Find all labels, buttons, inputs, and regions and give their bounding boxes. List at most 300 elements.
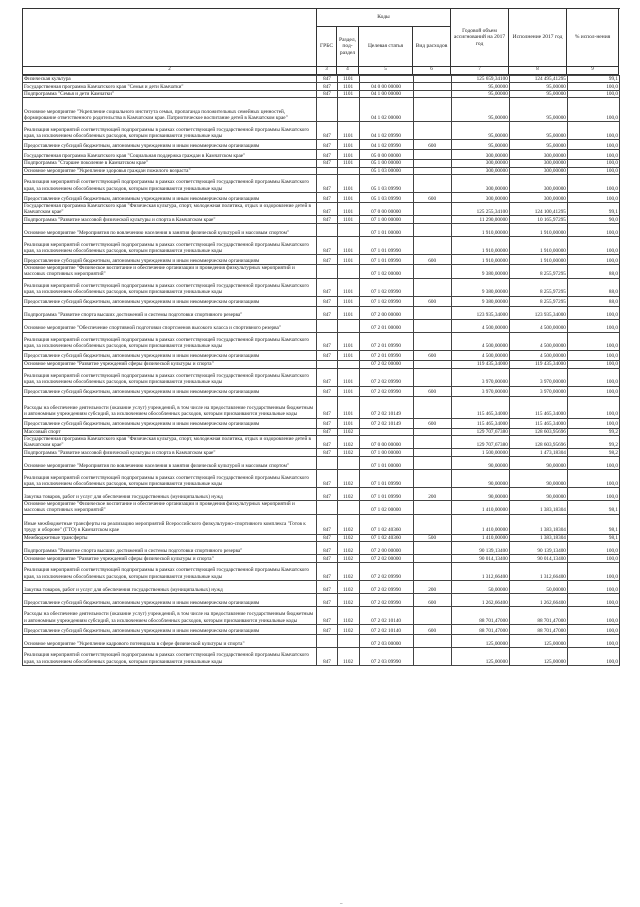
row-expense-type — [413, 174, 451, 192]
row-name: Реализация мероприятий соответствующей подпрограммы в рамках соответствующей государственной программы Камчатского края, за исключением обособленных расходов, которым присваиваются уникальные коды — [23, 647, 317, 665]
row-plan: 129 707,67380 — [451, 435, 509, 448]
row-pct: 100,0 — [567, 488, 619, 501]
row-expense-type: 600 — [413, 140, 451, 150]
row-name: Основное мероприятие "Мероприятия по вовлечению населения в занятия физической культурой и массовым спортом" — [23, 457, 317, 470]
row-expense-type — [413, 76, 451, 83]
row-fact: 119 435,34000 — [509, 360, 567, 368]
row-fact: 1 910,00000 — [509, 237, 567, 255]
row-pct: 100,0 — [567, 174, 619, 192]
row-section: 1102 — [337, 435, 359, 448]
row-section: 1101 — [337, 237, 359, 255]
row-grbs: 847 — [317, 647, 337, 665]
row-grbs: 847 — [317, 83, 337, 91]
row-plan: 95,00000 — [451, 140, 509, 150]
row-grbs: 847 — [317, 554, 337, 562]
row-plan: 123 935,34000 — [451, 306, 509, 319]
table-row — [23, 278, 620, 296]
row-fact: 125,00000 — [509, 634, 567, 647]
row-expense-type: 600 — [413, 418, 451, 428]
row-article: 07 1 02 09990 — [359, 296, 413, 306]
row-section: 1101 — [337, 418, 359, 428]
row-expense-type — [413, 501, 451, 514]
row-article: 07 2 02 00000 — [359, 360, 413, 368]
row-section: 1102 — [337, 647, 359, 665]
row-name: Реализация мероприятий соответствующей подпрограммы в рамках соответствующей государственной программы Камчатского края, за исключением обособленных расходов, которым присваиваются уникальные коды — [23, 174, 317, 192]
row-section: 1102 — [337, 624, 359, 634]
header-number: 7 — [451, 67, 509, 75]
row-section: 1101 — [337, 306, 359, 319]
row-article: 07 0 00 00000 — [359, 435, 413, 448]
table-row — [23, 580, 620, 593]
row-article: 05 1 03 00000 — [359, 167, 413, 174]
row-plan: 115 465,34000 — [451, 418, 509, 428]
row-expense-type — [413, 98, 451, 122]
row-name: Предоставление субсидий бюджетным, автономным учреждениям и иным некоммерческим организациям — [23, 255, 317, 265]
row-article: 07 2 02 10149 — [359, 396, 413, 418]
row-pct: 100,0 — [567, 580, 619, 593]
row-fact: 4 500,00000 — [509, 332, 567, 350]
row-grbs: 847 — [317, 350, 337, 360]
row-expense-type — [413, 368, 451, 386]
row-section: 1101 — [337, 150, 359, 160]
row-pct: 100,0 — [567, 350, 619, 360]
row-plan: 125 659,34100 — [451, 76, 509, 83]
row-pct: 100,0 — [567, 98, 619, 122]
row-grbs: 847 — [317, 150, 337, 160]
table-row — [23, 418, 620, 428]
row-article: 05 0 00 00000 — [359, 150, 413, 160]
table-row — [23, 368, 620, 386]
row-expense-type: 600 — [413, 593, 451, 606]
row-fact: 10 165,97295 — [509, 216, 567, 224]
table-body — [23, 76, 620, 666]
table-row — [23, 350, 620, 360]
row-article: 07 2 03 00000 — [359, 634, 413, 647]
row-article: 07 2 02 00000 — [359, 554, 413, 562]
row-section: 1101 — [337, 140, 359, 150]
row-pct: 100,0 — [567, 167, 619, 174]
row-article: 05 1 03 09990 — [359, 192, 413, 202]
row-plan: 3 970,00000 — [451, 386, 509, 396]
row-pct: 100,0 — [567, 192, 619, 202]
table-row — [23, 501, 620, 514]
row-fact: 95,00000 — [509, 91, 567, 98]
row-name: Государственная программа Камчатского края "Семья и дети Камчатки" — [23, 83, 317, 91]
row-grbs: 847 — [317, 368, 337, 386]
row-pct: 100,0 — [567, 360, 619, 368]
row-section: 1102 — [337, 541, 359, 554]
row-article — [359, 428, 413, 435]
row-name: Основное мероприятие "Физическое воспитание и обеспечение организации и проведения физкультурных мероприятий и массовых спортивных мероприятий" — [23, 265, 317, 278]
row-article: 07 2 00 00000 — [359, 306, 413, 319]
table-row — [23, 457, 620, 470]
row-grbs: 847 — [317, 396, 337, 418]
row-plan: 125,00000 — [451, 647, 509, 665]
row-name: Реализация мероприятий соответствующей подпрограммы в рамках соответствующей государственной программы Камчатского края, за исключением обособленных расходов, которым присваиваются уникальные коды — [23, 368, 317, 386]
row-pct: 100,0 — [567, 368, 619, 386]
row-article: 07 2 01 09990 — [359, 350, 413, 360]
row-plan: 1 410,00000 — [451, 534, 509, 541]
row-grbs — [317, 634, 337, 647]
row-expense-type — [413, 150, 451, 160]
row-expense-type — [413, 122, 451, 140]
row-article: 07 2 02 09990 — [359, 580, 413, 593]
header-annual: Годовой объем ассигнований на 2017 год — [451, 9, 509, 67]
row-article: 04 1 02 09990 — [359, 122, 413, 140]
row-name: Государственная программа Камчатского края "Физическая культура, спорт, молодежная политика, отдых и оздоровление детей в Камчатском крае" — [23, 435, 317, 448]
row-section — [337, 265, 359, 278]
row-expense-type — [413, 554, 451, 562]
row-grbs — [317, 360, 337, 368]
table-row — [23, 319, 620, 332]
row-fact: 90 139,13400 — [509, 541, 567, 554]
header-grbs: ГРБС — [317, 27, 337, 67]
row-section: 1102 — [337, 514, 359, 534]
header-codes: Коды — [317, 9, 451, 27]
table-row — [23, 224, 620, 237]
row-name: Закупка товаров, работ и услуг для обеспечения государственных (муниципальных) нужд — [23, 488, 317, 501]
row-grbs: 847 — [317, 428, 337, 435]
table-row — [23, 265, 620, 278]
row-fact: 8 255,97295 — [509, 265, 567, 278]
table-row — [23, 216, 620, 224]
row-article: 07 1 01 09990 — [359, 470, 413, 488]
budget-report-sheet — [22, 8, 620, 907]
row-grbs: 847 — [317, 470, 337, 488]
row-section: 1102 — [337, 593, 359, 606]
row-plan: 90,00000 — [451, 488, 509, 501]
row-plan: 125 255,34100 — [451, 202, 509, 215]
row-plan: 90 139,13400 — [451, 541, 509, 554]
row-expense-type — [413, 332, 451, 350]
row-plan: 95,00000 — [451, 83, 509, 91]
row-plan: 9 380,00000 — [451, 265, 509, 278]
table-row — [23, 634, 620, 647]
row-grbs: 847 — [317, 91, 337, 98]
row-fact: 8 255,97295 — [509, 278, 567, 296]
row-name: Иные межбюджетные трансферты на реализацию мероприятий Всероссийского физкультурно-спортивного комплекса "Готов к труду и обороне" (ГТО) в Камчатском крае — [23, 514, 317, 534]
row-article: 07 1 02 40360 — [359, 534, 413, 541]
table-row — [23, 624, 620, 634]
row-article: 07 2 01 09990 — [359, 332, 413, 350]
table-row — [23, 160, 620, 167]
row-plan: 90,00000 — [451, 457, 509, 470]
table-row — [23, 306, 620, 319]
row-expense-type: 600 — [413, 624, 451, 634]
row-plan: 129 707,67380 — [451, 428, 509, 435]
row-plan: 1 312,66400 — [451, 562, 509, 580]
row-expense-type — [413, 265, 451, 278]
header-pct: % испол-нения — [567, 9, 619, 67]
row-article: 05 1 00 00000 — [359, 160, 413, 167]
row-grbs: 847 — [317, 488, 337, 501]
row-plan: 115 465,34000 — [451, 396, 509, 418]
row-pct: 100,0 — [567, 606, 619, 624]
row-grbs: 847 — [317, 332, 337, 350]
row-expense-type: 600 — [413, 386, 451, 396]
row-fact: 1 312,66400 — [509, 562, 567, 580]
row-plan: 88 701,47000 — [451, 606, 509, 624]
row-fact: 88 701,47000 — [509, 624, 567, 634]
row-grbs: 847 — [317, 562, 337, 580]
table-row — [23, 332, 620, 350]
row-plan: 50,00000 — [451, 580, 509, 593]
row-name: Расходы на обеспечение деятельности (оказание услуг) учреждений, в том числе на предоставление государственным бюджетным и автономным учреждениям субсидий, за исключением обособленных расходов, которым присваиваются уникальные коды — [23, 396, 317, 418]
row-plan: 4 500,00000 — [451, 350, 509, 360]
header-expense-type: Вид расходов — [413, 27, 451, 67]
table-row — [23, 606, 620, 624]
row-name: Основное мероприятие "Укрепление кадрового потенциала в сфере физической культуры и спорта" — [23, 634, 317, 647]
table-row — [23, 91, 620, 98]
row-fact: 4 500,00000 — [509, 319, 567, 332]
row-expense-type — [413, 514, 451, 534]
row-pct: 100,0 — [567, 224, 619, 237]
row-grbs: 847 — [317, 624, 337, 634]
row-expense-type — [413, 237, 451, 255]
row-plan: 9 380,00000 — [451, 278, 509, 296]
row-expense-type: 200 — [413, 488, 451, 501]
row-section: 1101 — [337, 192, 359, 202]
row-expense-type — [413, 647, 451, 665]
row-section — [337, 224, 359, 237]
table-row — [23, 396, 620, 418]
table-row — [23, 470, 620, 488]
row-article: 07 1 00 00000 — [359, 449, 413, 457]
row-section — [337, 634, 359, 647]
row-fact: 115 465,34000 — [509, 396, 567, 418]
row-pct: 88,0 — [567, 265, 619, 278]
header-number: 3 — [317, 67, 337, 75]
row-article: 04 0 00 00000 — [359, 83, 413, 91]
row-article: 07 1 01 00000 — [359, 457, 413, 470]
row-name: Подпрограмма "Развитие спорта высших достижений и системы подготовки спортивного резерва" — [23, 306, 317, 319]
row-section: 1101 — [337, 216, 359, 224]
row-fact: 4 500,00000 — [509, 350, 567, 360]
row-plan: 300,00000 — [451, 174, 509, 192]
row-expense-type — [413, 606, 451, 624]
row-article: 07 1 00 00000 — [359, 216, 413, 224]
row-pct: 99,1 — [567, 202, 619, 215]
row-plan: 95,00000 — [451, 91, 509, 98]
table-row — [23, 255, 620, 265]
table-row — [23, 83, 620, 91]
header-number: 8 — [509, 67, 567, 75]
row-name: Подпрограмма "Развитие спорта высших достижений и системы подготовки спортивного резерва" — [23, 541, 317, 554]
table-row — [23, 150, 620, 160]
row-expense-type — [413, 470, 451, 488]
row-pct: 100,0 — [567, 386, 619, 396]
row-name: Подпрограмма "Семья и дети Камчатки" — [23, 91, 317, 98]
row-name: Основное мероприятие "Укрепление здоровья граждан пожилого возраста" — [23, 167, 317, 174]
row-plan: 1 910,00000 — [451, 224, 509, 237]
table-row — [23, 98, 620, 122]
row-expense-type: 600 — [413, 350, 451, 360]
row-pct: 98,1 — [567, 501, 619, 514]
row-fact: 95,00000 — [509, 98, 567, 122]
row-section: 1102 — [337, 449, 359, 457]
row-pct: 100,0 — [567, 562, 619, 580]
row-section: 1102 — [337, 488, 359, 501]
row-name: Расходы на обеспечение деятельности (оказание услуг) учреждений, в том числе на предоставление государственным бюджетным и автономным учреждениям субсидий, за исключением обособленных расходов, которым присваиваются уникальные коды — [23, 606, 317, 624]
row-fact: 90 014,13400 — [509, 554, 567, 562]
row-article: 07 1 01 00000 — [359, 224, 413, 237]
row-pct: 100,0 — [567, 647, 619, 665]
table-row — [23, 488, 620, 501]
row-grbs: 847 — [317, 541, 337, 554]
row-name: Предоставление субсидий бюджетным, автономным учреждениям и иным некоммерческим организациям — [23, 386, 317, 396]
row-plan: 125,00000 — [451, 634, 509, 647]
row-plan: 300,00000 — [451, 150, 509, 160]
header-section: Раздел, под-раздел — [337, 27, 359, 67]
row-expense-type — [413, 202, 451, 215]
row-pct: 99,2 — [567, 428, 619, 435]
row-fact: 123 935,34000 — [509, 306, 567, 319]
row-grbs: 847 — [317, 296, 337, 306]
row-name: Реализация мероприятий соответствующей подпрограммы в рамках соответствующей государственной программы Камчатского края, за исключением обособленных расходов, которым присваиваются уникальные коды — [23, 562, 317, 580]
row-plan: 1 910,00000 — [451, 237, 509, 255]
row-fact: 95,00000 — [509, 122, 567, 140]
row-pct: 100,0 — [567, 470, 619, 488]
row-name: Подпрограмма "Развитие массовой физической культуры и спорта в Камчатском крае" — [23, 216, 317, 224]
row-expense-type — [413, 91, 451, 98]
table-row — [23, 428, 620, 435]
row-fact: 90,00000 — [509, 470, 567, 488]
row-grbs: 847 — [317, 192, 337, 202]
budget-table — [22, 75, 620, 666]
row-fact: 88 701,47000 — [509, 606, 567, 624]
row-plan: 300,00000 — [451, 160, 509, 167]
table-row — [23, 435, 620, 448]
row-plan: 119 435,34000 — [451, 360, 509, 368]
row-expense-type — [413, 562, 451, 580]
row-article: 07 1 01 09990 — [359, 255, 413, 265]
row-pct: 100,0 — [567, 396, 619, 418]
row-name: Реализация мероприятий соответствующей подпрограммы в рамках соответствующей государственной программы Камчатского края, за исключением обособленных расходов, которым присваиваются уникальные коды — [23, 332, 317, 350]
table-row — [23, 76, 620, 83]
row-section: 1102 — [337, 554, 359, 562]
row-expense-type — [413, 360, 451, 368]
table-row — [23, 554, 620, 562]
row-name: Предоставление субсидий бюджетным, автономным учреждениям и иным некоммерческим организациям — [23, 593, 317, 606]
row-pct: 98,1 — [567, 534, 619, 541]
row-section: 1101 — [337, 396, 359, 418]
row-article: 07 2 02 10140 — [359, 624, 413, 634]
row-grbs: 847 — [317, 278, 337, 296]
row-plan: 3 970,00000 — [451, 368, 509, 386]
header-number: 2 — [23, 67, 317, 75]
row-pct: 100,0 — [567, 160, 619, 167]
row-article: 04 1 02 09990 — [359, 140, 413, 150]
row-plan: 300,00000 — [451, 167, 509, 174]
row-grbs: 847 — [317, 76, 337, 83]
table-row — [23, 514, 620, 534]
row-article: 07 2 02 09990 — [359, 368, 413, 386]
row-grbs — [317, 98, 337, 122]
row-expense-type — [413, 449, 451, 457]
row-fact: 1 262,66400 — [509, 593, 567, 606]
row-section — [337, 167, 359, 174]
row-plan: 95,00000 — [451, 98, 509, 122]
row-section — [337, 457, 359, 470]
row-fact: 90,00000 — [509, 488, 567, 501]
table-row — [23, 122, 620, 140]
row-fact: 1 910,00000 — [509, 224, 567, 237]
row-grbs — [317, 167, 337, 174]
row-fact: 90,00000 — [509, 457, 567, 470]
row-section: 1101 — [337, 350, 359, 360]
row-section: 1101 — [337, 76, 359, 83]
table-header — [22, 8, 620, 75]
row-name: Реализация мероприятий соответствующей подпрограммы в рамках соответствующей государственной программы Камчатского края, за исключением обособленных расходов, которым присваиваются уникальные коды — [23, 122, 317, 140]
row-fact: 1 383,18304 — [509, 514, 567, 534]
row-fact: 300,00000 — [509, 167, 567, 174]
header-number: 9 — [567, 67, 619, 75]
row-plan: 95,00000 — [451, 122, 509, 140]
row-fact: 128 603,95696 — [509, 428, 567, 435]
row-fact: 124 100,41295 — [509, 202, 567, 215]
row-grbs: 847 — [317, 449, 337, 457]
row-name: Реализация мероприятий соответствующей подпрограммы в рамках соответствующей государственной программы Камчатского края, за исключением обособленных расходов, которым присваиваются уникальные коды — [23, 278, 317, 296]
table-row — [23, 237, 620, 255]
row-grbs — [317, 319, 337, 332]
row-fact: 300,00000 — [509, 160, 567, 167]
row-section: 1101 — [337, 386, 359, 396]
row-name: Физическая культура — [23, 76, 317, 83]
row-pct: 100,0 — [567, 306, 619, 319]
row-name: Основное мероприятие "Обеспечение спортивной подготовки спортсменов высокого класса и спортивного резерва" — [23, 319, 317, 332]
row-section — [337, 501, 359, 514]
row-grbs — [317, 457, 337, 470]
row-name: Государственная программа Камчатского края "Социальная поддержка граждан в Камчатском крае" — [23, 150, 317, 160]
row-fact: 1 383,18304 — [509, 534, 567, 541]
row-name: Предоставление субсидий бюджетным, автономным учреждениям и иным некоммерческим организациям — [23, 350, 317, 360]
row-grbs: 847 — [317, 435, 337, 448]
row-plan: 88 701,47000 — [451, 624, 509, 634]
row-grbs: 847 — [317, 216, 337, 224]
row-section: 1102 — [337, 562, 359, 580]
row-article: 04 1 00 00000 — [359, 91, 413, 98]
row-name: Подпрограмма "Старшее поколение в Камчатском крае" — [23, 160, 317, 167]
row-plan: 1 410,00000 — [451, 501, 509, 514]
header-name-cell — [23, 9, 317, 67]
table-row — [23, 647, 620, 665]
row-expense-type — [413, 83, 451, 91]
row-name: Закупка товаров, работ и услуг для обеспечения государственных (муниципальных) нужд — [23, 580, 317, 593]
row-section: 1101 — [337, 122, 359, 140]
row-article: 07 2 00 00000 — [359, 541, 413, 554]
row-expense-type — [413, 167, 451, 174]
row-article: 07 1 01 09990 — [359, 237, 413, 255]
row-pct: 100,0 — [567, 541, 619, 554]
row-section — [337, 98, 359, 122]
row-grbs — [317, 265, 337, 278]
row-plan: 4 500,00000 — [451, 332, 509, 350]
row-expense-type — [413, 541, 451, 554]
header-number: 4 — [337, 67, 359, 75]
row-pct: 99,2 — [567, 435, 619, 448]
row-section: 1101 — [337, 83, 359, 91]
table-row — [23, 296, 620, 306]
row-pct: 100,0 — [567, 593, 619, 606]
row-fact: 50,00000 — [509, 580, 567, 593]
row-section: 1102 — [337, 534, 359, 541]
row-plan: 4 500,00000 — [451, 319, 509, 332]
row-name: Предоставление субсидий бюджетным, автономным учреждениям и иным некоммерческим организациям — [23, 140, 317, 150]
row-section: 1101 — [337, 278, 359, 296]
table-row — [23, 449, 620, 457]
row-section: 1101 — [337, 368, 359, 386]
row-pct: 100,0 — [567, 83, 619, 91]
